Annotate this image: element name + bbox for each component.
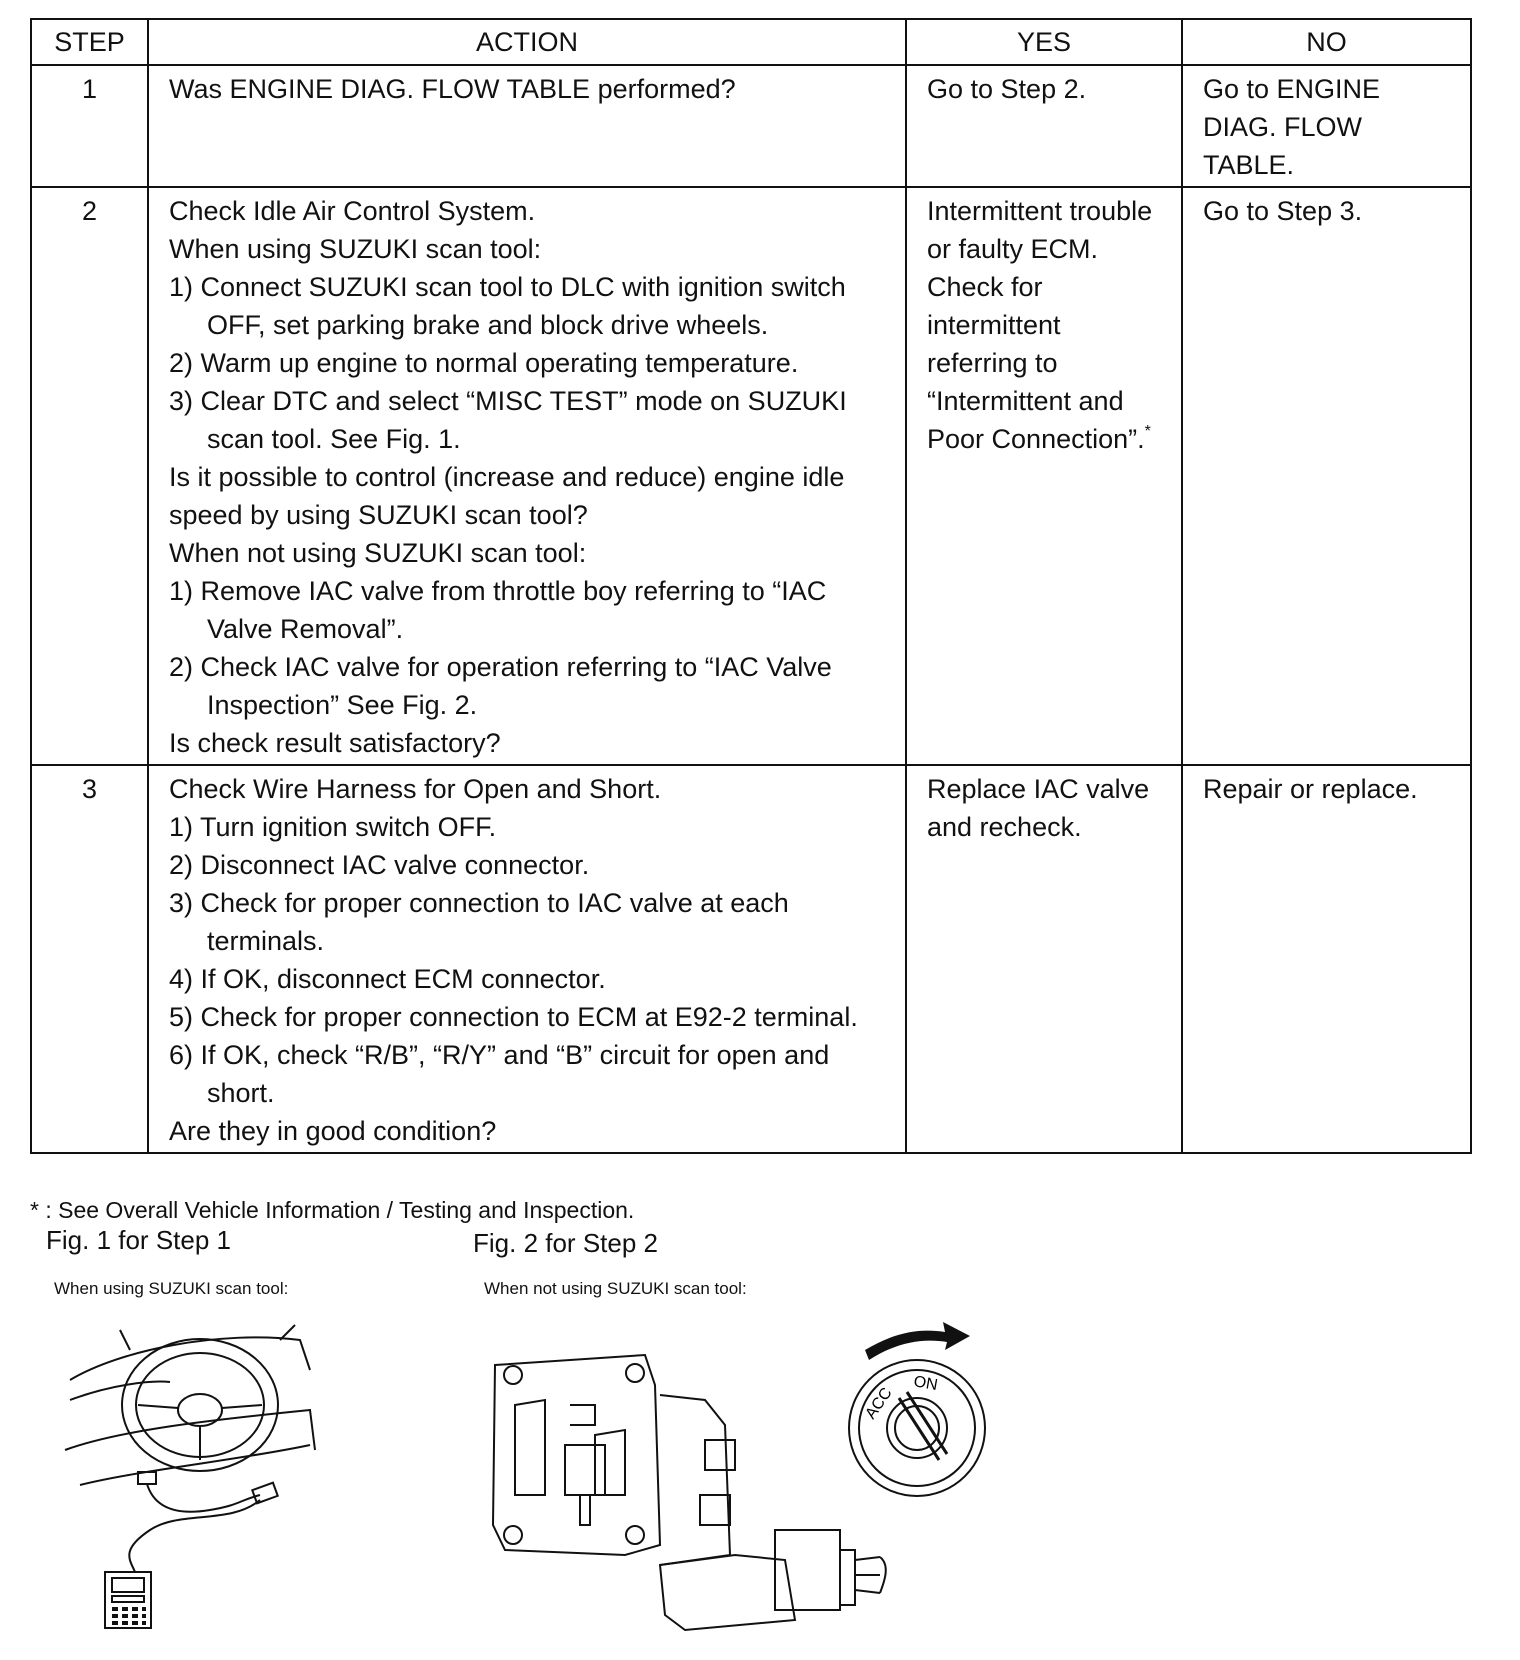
yes-text-line (927, 420, 1175, 458)
action-step-item: 2) Warm up engine to normal operating temperature. (169, 348, 799, 378)
no-cell (1182, 65, 1471, 187)
yes-text-line (927, 192, 1175, 230)
action-step-item: 3) Check for proper connection to IAC valve at each terminals. (169, 888, 789, 956)
yes-text: intermittent (927, 310, 1061, 340)
yes-text: Replace IAC valve (927, 774, 1150, 804)
action-text: Is it possible to control (increase and reduce) engine idle speed by using SUZUKI scan tool? (169, 462, 845, 530)
no-text: Go to ENGINE (1203, 74, 1381, 104)
yes-text-line (927, 70, 1175, 108)
yes-text-line (927, 230, 1175, 268)
action-step-item: 6) If OK, check “R/B”, “R/Y” and “B” circuit for open and short. (169, 1040, 830, 1108)
action-step-item: 2) Check IAC valve for operation referring to “IAC Valve Inspection” See Fig. 2. (169, 652, 832, 720)
footnote: * : See Overall Vehicle Information / Testing and Inspection. (30, 1197, 635, 1223)
table-row (31, 187, 1471, 765)
yes-text: Go to Step 2. (927, 74, 1087, 104)
yes-text-line (927, 808, 1175, 846)
action-step-item: 1) Turn ignition switch OFF. (169, 812, 497, 842)
yes-text-line (927, 306, 1175, 344)
action-text: When not using SUZUKI scan tool: (169, 538, 587, 568)
diagnostic-flow-table (30, 18, 1472, 1154)
fig2-ignition-switch-illustration (835, 1320, 995, 1500)
action-step-item: 1) Remove IAC valve from throttle boy referring to “IAC Valve Removal”. (169, 576, 827, 644)
header-action: ACTION (148, 19, 906, 65)
yes-text: Poor Connection”. (927, 424, 1145, 454)
action-text: Are they in good condition? (169, 1116, 497, 1146)
switch-label-acc: ACC (862, 1384, 896, 1423)
header-no: NO (1182, 19, 1471, 65)
yes-text: “Intermittent and (927, 386, 1124, 416)
action-step-item: 3) Clear DTC and select “MISC TEST” mode on SUZUKI scan tool. See Fig. 1. (169, 386, 847, 454)
action-text: Check Idle Air Control System. (169, 196, 536, 226)
action-step-item: 1) Connect SUZUKI scan tool to DLC with ignition switch OFF, set parking brake and block drive wheels. (169, 272, 846, 340)
yes-text: Intermittent trouble (927, 196, 1153, 226)
no-cell (1182, 187, 1471, 765)
footnote-marker: * (1144, 423, 1151, 440)
no-text: DIAG. FLOW (1203, 112, 1363, 142)
yes-text: or faulty ECM. (927, 234, 1099, 264)
switch-label-on: ON (912, 1373, 939, 1395)
action-text: Check Wire Harness for Open and Short. (169, 774, 662, 804)
table-body (31, 65, 1471, 1153)
no-text-line (1203, 70, 1464, 108)
action-cell (148, 187, 906, 765)
action-step-item: 4) If OK, disconnect ECM connector. (169, 964, 606, 994)
no-text-line (1203, 192, 1464, 230)
table-row (31, 65, 1471, 187)
fig2-caption: Fig. 2 for Step 2 (473, 1228, 658, 1258)
action-text: Is check result satisfactory? (169, 728, 501, 758)
yes-cell (906, 65, 1182, 187)
no-text-line (1203, 770, 1464, 808)
table-row (31, 765, 1471, 1153)
no-cell (1182, 765, 1471, 1153)
fig1-scan-tool-illustration (60, 1310, 330, 1630)
action-cell (148, 765, 906, 1153)
no-text-line (1203, 108, 1464, 146)
no-text: Repair or replace. (1203, 774, 1418, 804)
header-yes: YES (906, 19, 1182, 65)
fig1-subcaption: When using SUZUKI scan tool: (54, 1279, 289, 1298)
yes-text-line (927, 382, 1175, 420)
action-step-item: 5) Check for proper connection to ECM at E92-2 terminal. (169, 1002, 858, 1032)
action-text: When using SUZUKI scan tool: (169, 234, 542, 264)
yes-text: referring to (927, 348, 1058, 378)
no-text: TABLE. (1203, 150, 1295, 180)
iac-valve-connector-icon (775, 1530, 840, 1610)
step-number: 2 (31, 187, 148, 765)
action-step-item: 2) Disconnect IAC valve connector. (169, 850, 590, 880)
yes-text: Check for (927, 272, 1043, 302)
table-header-row (31, 19, 1471, 65)
yes-cell (906, 187, 1182, 765)
action-text: Was ENGINE DIAG. FLOW TABLE performed? (169, 74, 736, 104)
no-text: Go to Step 3. (1203, 196, 1363, 226)
no-text-line (1203, 146, 1464, 184)
throttle-body-outline (493, 1355, 660, 1555)
step-number: 1 (31, 65, 148, 187)
yes-text: and recheck. (927, 812, 1082, 842)
fig1-caption: Fig. 1 for Step 1 (46, 1225, 231, 1255)
header-step: STEP (31, 19, 148, 65)
yes-text-line (927, 268, 1175, 306)
action-cell (148, 65, 906, 187)
yes-text-line (927, 344, 1175, 382)
fig2-subcaption: When not using SUZUKI scan tool: (484, 1279, 747, 1298)
rotation-arrow-icon (865, 1322, 970, 1360)
yes-cell (906, 765, 1182, 1153)
yes-text-line (927, 770, 1175, 808)
dashboard-outline (70, 1337, 310, 1380)
step-number: 3 (31, 765, 148, 1153)
